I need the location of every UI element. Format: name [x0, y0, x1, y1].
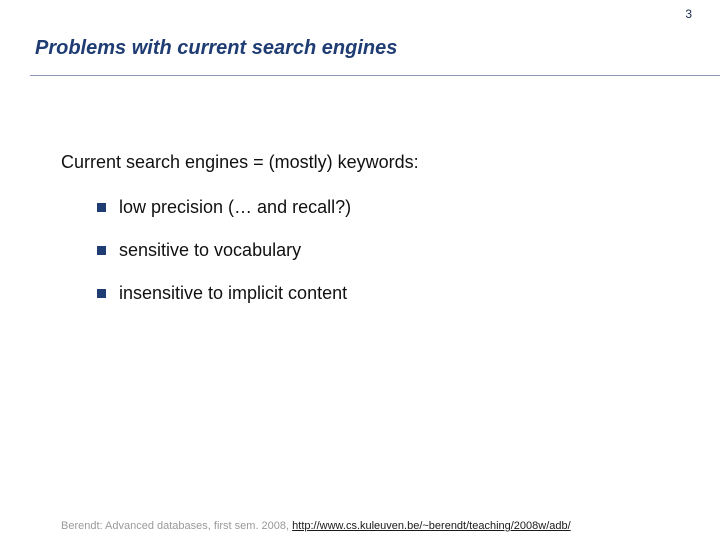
title-divider — [30, 75, 720, 76]
bullet-text: low precision (… and recall?) — [119, 197, 352, 217]
bullet-list — [97, 197, 351, 326]
page-number: 3 — [685, 7, 692, 21]
square-bullet-icon — [97, 289, 106, 298]
footer-text: Berendt: Advanced databases, first sem. 2008, — [61, 520, 293, 532]
bullet-text: insensitive to implicit content — [119, 283, 348, 303]
bullet-text: sensitive to vocabulary — [119, 240, 302, 260]
bullet-item — [97, 283, 351, 304]
slide-title: Problems with current search engines — [35, 37, 398, 59]
bullet-item — [97, 240, 351, 261]
footer-link[interactable]: http://www.cs.kuleuven.be/~berendt/teaching/2008w/adb/ — [292, 520, 571, 532]
square-bullet-icon — [97, 246, 106, 255]
intro-text: Current search engines = (mostly) keywords: — [61, 152, 419, 172]
bullet-item — [97, 197, 351, 218]
footer — [61, 520, 571, 532]
square-bullet-icon — [97, 203, 106, 212]
